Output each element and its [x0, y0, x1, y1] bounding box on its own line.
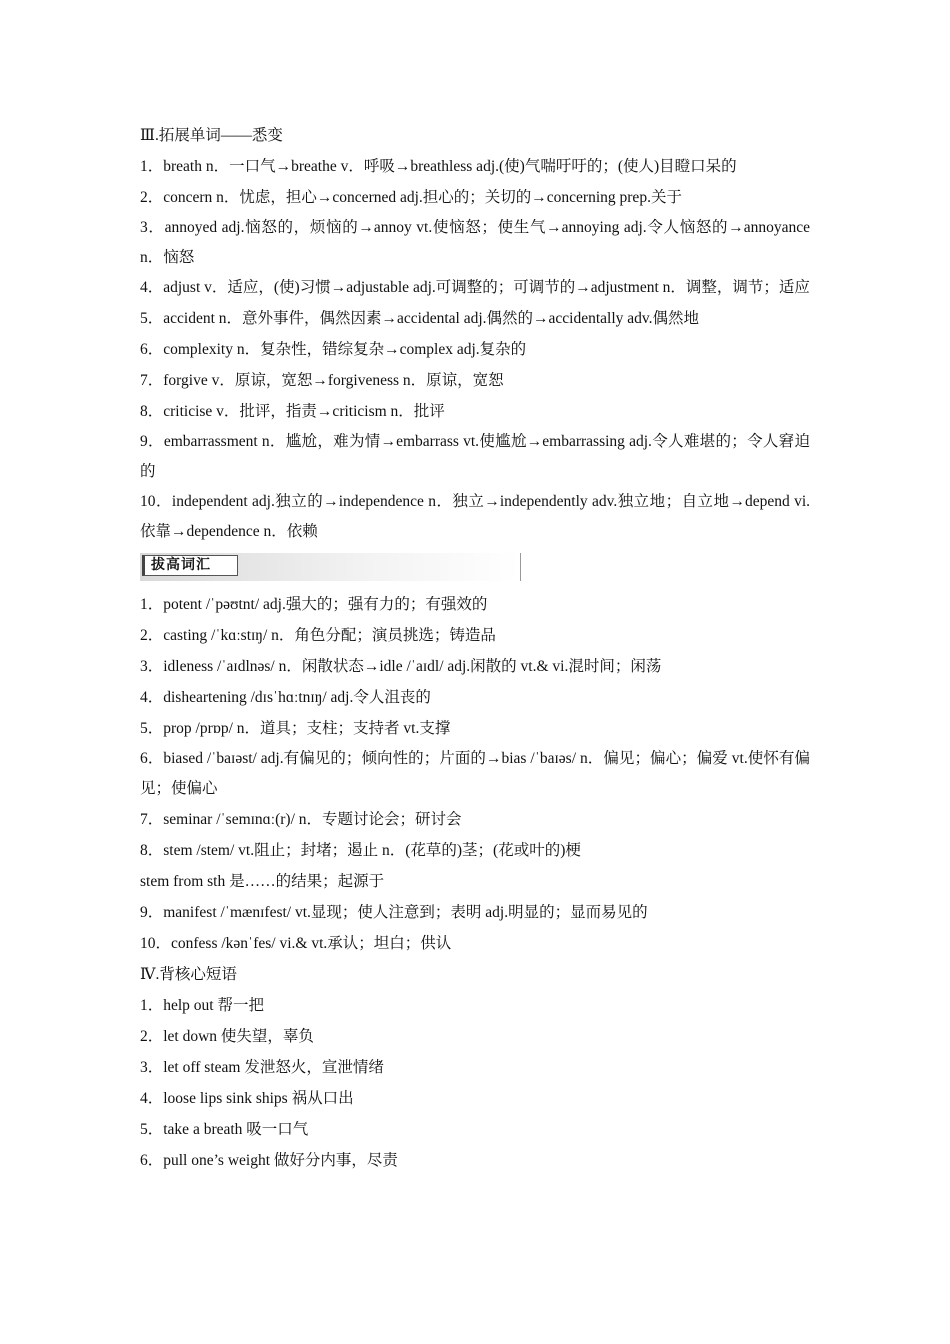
list-item: 10．confess /kənˈfes/ vi.& vt.承认；坦白；供认: [140, 935, 452, 952]
list-item: 7．seminar /ˈsemɪnɑː(r)/ n．专题讨论会；研讨会: [140, 811, 462, 828]
list-item: 3．idleness /ˈaɪdlnəs/ n．闲散状态→idle /ˈaɪdl/ adj.闲散的 vt.& vi.混时间；闲荡: [140, 658, 662, 675]
list-item: 4．adjust v．适应，(使)习惯→adjustable adj.可调整的；可调节的→adjustment n．调整，调节；适应: [140, 279, 810, 296]
list-item: stem from sth 是……的结果；起源于: [140, 873, 385, 890]
advanced-vocab-banner: [140, 551, 520, 585]
list-item: 1．potent /ˈpəʊtnt/ adj.强大的；强有力的；有强效的: [140, 596, 488, 613]
list-item: 6．complexity n．复杂性，错综复杂→complex adj.复杂的: [140, 341, 527, 358]
list-item: 9．manifest /ˈmænɪfest/ vt.显现；使人注意到；表明 adj.明显的；显而易见的: [140, 904, 648, 921]
list-item: 10．independent adj.独立的→independence n．独立→independently adv.独立地；自立地→depend vi.依靠→dependence n．依赖: [140, 493, 810, 540]
list-item: 6．biased /ˈbaɪəst/ adj.有偏见的；倾向性的；片面的→bias /ˈbaɪəs/ n．偏见；偏心；偏爱 vt.使怀有偏见；使偏心: [140, 750, 810, 797]
list-item: 1．breath n．一口气→breathe v．呼吸→breathless adj.(使)气喘吁吁的；(使人)目瞪口呆的: [140, 158, 737, 175]
section-title-expand-words: Ⅲ.拓展单词——悉变: [140, 127, 283, 144]
list-item: 9．embarrassment n．尴尬，难为情→embarrass vt.使尴尬→embarrassing adj.令人难堪的；令人窘迫的: [140, 433, 810, 480]
list-item: 5．prop /prɒp/ n．道具；支柱；支持者 vt.支撑: [140, 720, 451, 737]
section-title-core-phrases: Ⅳ.背核心短语: [140, 966, 237, 983]
list-item: 2．let down 使失望，辜负: [140, 1028, 314, 1045]
list-item: 1．help out 帮一把: [140, 997, 264, 1014]
list-item: 2．casting /ˈkɑːstɪŋ/ n．角色分配；演员挑选；铸造品: [140, 627, 496, 644]
list-item: 8．stem /stem/ vt.阻止；封堵；遏止 n．(花草的)茎；(花或叶的)梗: [140, 842, 581, 859]
list-item: 7．forgive v．原谅，宽恕→forgiveness n．原谅，宽恕: [140, 372, 504, 389]
list-item: 5．accident n．意外事件，偶然因素→accidental adj.偶然的→accidentally adv.偶然地: [140, 310, 700, 327]
banner-label: 拔高词汇: [142, 555, 238, 576]
list-item: 3．let off steam 发泄怒火，宣泄情绪: [140, 1059, 384, 1076]
list-item: 5．take a breath 吸一口气: [140, 1121, 309, 1138]
list-item: 2．concern n．忧虑，担心→concerned adj.担心的；关切的→concerning prep.关于: [140, 189, 682, 206]
document-page: [140, 120, 810, 1176]
list-item: 3．annoyed adj.恼怒的，烦恼的→annoy vt.使恼怒；使生气→annoying adj.令人恼怒的→annoyance n．恼怒: [140, 219, 810, 266]
list-item: 4．disheartening /dɪsˈhɑːtnɪŋ/ adj.令人沮丧的: [140, 689, 431, 706]
list-item: 8．criticise v．批评，指责→criticism n．批评: [140, 403, 445, 420]
list-item: 4．loose lips sink ships 祸从口出: [140, 1090, 354, 1107]
list-item: 6．pull one’s weight 做好分内事，尽责: [140, 1152, 398, 1169]
